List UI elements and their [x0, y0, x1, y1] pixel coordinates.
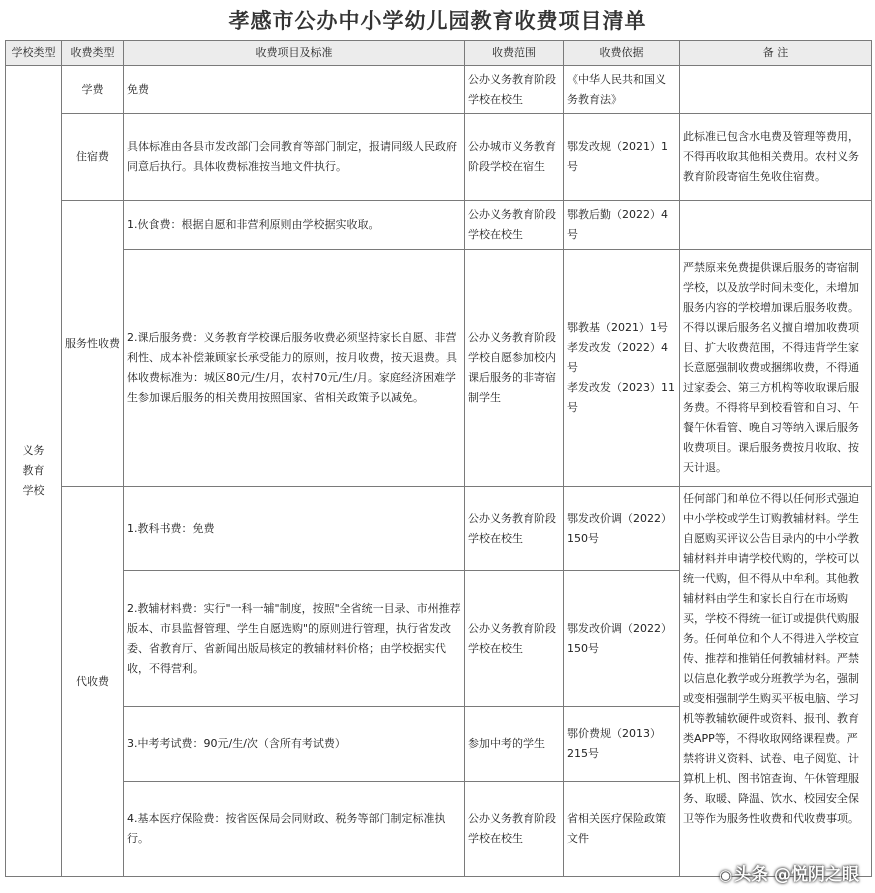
- textbook-basis: 鄂发改价调（2022）150号: [564, 487, 680, 571]
- exam-basis: 鄂价费规（2013）215号: [564, 707, 680, 782]
- watermark: ◉ 头条 @悦阴之眼: [718, 865, 859, 885]
- lodging-scope: 公办城市义务教育阶段学校在宿生: [465, 114, 564, 201]
- header-note: 备 注: [680, 41, 872, 66]
- insurance-scope: 公办义务教育阶段学校在校生: [465, 782, 564, 877]
- table-row-after-school: [6, 250, 872, 487]
- meal-note: [680, 201, 872, 250]
- materials-scope: 公办义务教育阶段学校在校生: [465, 571, 564, 707]
- after-school-note: 严禁原来免费提供课后服务的寄宿制学校，以及放学时间未变化，未增加服务内容的学校增加课后服务收费。不得以课后服务名义擅自增加收费项目、扩大收费范围，不得违背学生家长意愿强制收费或捆绑收费，不得通过家委会、第三方机构等收取课后服务费。不得将早到校看管和自习、午餐午休看管、晚自习等纳入课后服务收费项目。课后服务费按月收取、按天计退。: [680, 250, 872, 487]
- materials-item: 2.教辅材料费：实行"一科一辅"制度，按照"全省统一目录、市州推荐版本、市县监督管理、学生自愿选购"的原则进行管理，执行省发改委、省教育厅、省新闻出版局核定的教辅材料价格；由学校据实代收，不得营利。: [124, 571, 465, 707]
- fee-table: [5, 40, 872, 877]
- table-row-lodging: [6, 114, 872, 201]
- table-row-textbook: [6, 487, 872, 571]
- meal-item: 1.伙食费：根据自愿和非营利原则由学校据实收取。: [124, 201, 465, 250]
- lodging-basis: 鄂发改规（2021）1号: [564, 114, 680, 201]
- textbook-scope: 公办义务教育阶段学校在校生: [465, 487, 564, 571]
- category-service: 服务性收费: [62, 201, 124, 487]
- insurance-item: 4.基本医疗保险费：按省医保局会同财政、税务等部门制定标准执行。: [124, 782, 465, 877]
- materials-basis: 鄂发改价调（2022）150号: [564, 571, 680, 707]
- tuition-item: 免费: [124, 66, 465, 114]
- table-row-meal: [6, 201, 872, 250]
- page-title: 孝感市公办中小学幼儿园教育收费项目清单: [228, 9, 647, 33]
- lodging-item: 具体标准由各县市发改部门会同教育等部门制定，报请同级人民政府同意后执行。具体收费标准按当地文件执行。: [124, 114, 465, 201]
- header-basis: 收费依据: [564, 41, 680, 66]
- meal-basis: 鄂教后勤（2022）4号: [564, 201, 680, 250]
- header-fee-type: 收费类型: [62, 41, 124, 66]
- meal-scope: 公办义务教育阶段学校在校生: [465, 201, 564, 250]
- tuition-scope: 公办义务教育阶段学校在校生: [465, 66, 564, 114]
- insurance-basis: 省相关医疗保险政策文件: [564, 782, 680, 877]
- after-school-basis: 鄂教基（2021）1号 孝发改发（2022）4号 孝发改发（2023）11号: [564, 250, 680, 487]
- after-school-item: 2.课后服务费：义务教育学校课后服务收费必须坚持家长自愿、非营利性、成本补偿兼顾家长承受能力的原则，按月收费，按天退费。具体收费标准为：城区80元/生/月，农村70元/生/月。家庭经济困难学生参加课后服务的相关费用按照国家、省相关政策予以减免。: [124, 250, 465, 487]
- header-item-standard: 收费项目及标准: [124, 41, 465, 66]
- exam-item: 3.中考考试费：90元/生/次（含所有考试费）: [124, 707, 465, 782]
- toutiao-logo-icon: ◉: [718, 866, 733, 884]
- after-school-scope: 公办义务教育阶段学校自愿参加校内课后服务的非寄宿制学生: [465, 250, 564, 487]
- table-header-row: [6, 41, 872, 66]
- table-row-tuition: [6, 66, 872, 114]
- category-tuition: 学费: [62, 66, 124, 114]
- tuition-note: [680, 66, 872, 114]
- school-type-cell: 义务教育学校: [6, 66, 62, 877]
- collect-note: 任何部门和单位不得以任何形式强迫中小学校或学生订购教辅材料。学生自愿购买评议公告目录内的中小学教辅材料并申请学校代购的，学校可以统一代购，但不得从中牟利。其他教辅材料由学生和家长自行在市场购买，学校不得统一征订或提供代购服务。任何单位和个人不得进入学校宣传、推荐和推销任何教辅材料。严禁以信息化教学或分班教学为名，强制或变相强制学生购买平板电脑、学习机等教辅软硬件或资料、报刊、教育类APP等，不得收取网络课程费。严禁将讲义资料、试卷、电子阅览、计算机上机、图书馆查询、午休管理服务、取暖、降温、饮水、校园安全保卫等作为服务性收费和代收费事项。: [680, 487, 872, 877]
- header-school-type: 学校类型: [6, 41, 62, 66]
- lodging-note: 此标准已包含水电费及管理等费用，不得再收取其他相关费用。农村义务教育阶段寄宿生免收住宿费。: [680, 114, 872, 201]
- category-collect: 代收费: [62, 487, 124, 877]
- category-lodging: 住宿费: [62, 114, 124, 201]
- exam-scope: 参加中考的学生: [465, 707, 564, 782]
- tuition-basis: 《中华人民共和国义务教育法》: [564, 66, 680, 114]
- textbook-item: 1.教科书费：免费: [124, 487, 465, 571]
- header-scope: 收费范围: [465, 41, 564, 66]
